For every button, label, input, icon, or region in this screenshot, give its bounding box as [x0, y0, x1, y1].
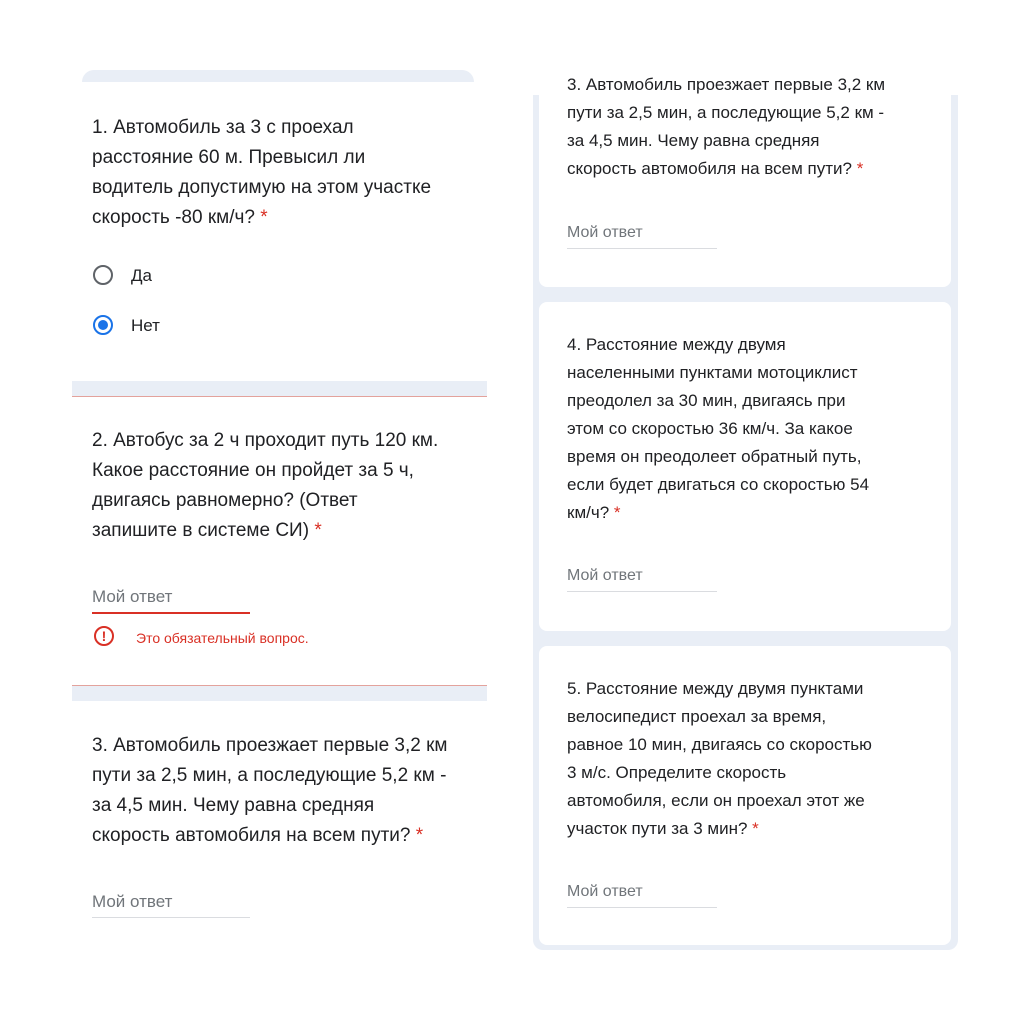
- q2-line: 2. Автобус за 2 ч проходит путь 120 км.: [92, 430, 439, 451]
- q5-line: автомобиля, если он проехал этот же: [567, 791, 865, 810]
- required-asterisk: *: [613, 503, 621, 522]
- q5-line: 3 м/с. Определите скорость: [567, 763, 787, 782]
- q1-line: скорость -80 км/ч?: [92, 207, 255, 228]
- q3-line: пути за 2,5 мин, а последующие 5,2 км -: [92, 765, 447, 786]
- q3-line: скорость автомобиля на всем пути?: [567, 159, 852, 178]
- q1-line: расстояние 60 м. Превысил ли: [92, 147, 366, 168]
- q2-line: запишите в системе СИ): [92, 520, 310, 541]
- q3-line: 3. Автомобиль проезжает первые 3,2 км: [567, 75, 886, 94]
- q4-line: км/ч?: [567, 503, 610, 522]
- q5-line: 5. Расстояние между двумя пунктами: [567, 679, 864, 698]
- q1-line: 1. Автомобиль за 3 с проехал: [92, 117, 354, 138]
- q3-line: пути за 2,5 мин, а последующие 5,2 км -: [567, 103, 885, 122]
- q2-line: Какое расстояние он пройдет за 5 ч,: [92, 460, 414, 481]
- q3-line: скорость автомобиля на всем пути?: [92, 825, 411, 846]
- q4-line: 4. Расстояние между двумя: [567, 335, 786, 354]
- q3-line: 3. Автомобиль проезжает первые 3,2 км: [92, 735, 448, 756]
- required-asterisk: *: [260, 207, 268, 228]
- required-asterisk: *: [415, 825, 424, 846]
- answer-input-q5[interactable]: Мой ответ: [567, 883, 643, 900]
- q3-line: за 4,5 мин. Чему равна средняя: [567, 131, 820, 150]
- q1-line: водитель допустимую на этом участке: [92, 177, 432, 198]
- right-question-3-text: [567, 71, 885, 183]
- top-band: [82, 70, 474, 82]
- option-label-net: Нет: [131, 316, 160, 335]
- question-2-text: [92, 426, 438, 546]
- question-5-text: [567, 675, 872, 843]
- required-asterisk: *: [314, 520, 322, 541]
- q4-line: преодолел за 30 мин, двигаясь при: [567, 391, 846, 410]
- required-asterisk: *: [856, 159, 864, 178]
- q4-line: если будет двигаться со скоростью 54: [567, 475, 870, 494]
- input-underline: [92, 917, 250, 918]
- question-4-text: [567, 331, 869, 527]
- question-1-text: [92, 113, 431, 233]
- error-message: Это обязательный вопрос.: [136, 630, 309, 646]
- answer-input-q4[interactable]: Мой ответ: [567, 567, 643, 584]
- radio-da[interactable]: [93, 265, 113, 285]
- required-asterisk: *: [752, 819, 759, 838]
- q5-line: велосипедист проехал за время,: [567, 707, 827, 726]
- q4-line: населенными пунктами мотоциклист: [567, 363, 858, 382]
- error-icon: !: [94, 626, 114, 646]
- q4-line: этом со скоростью 36 км/ч. За какое: [567, 419, 853, 438]
- q3-line: за 4,5 мин. Чему равна средняя: [92, 795, 375, 816]
- input-underline: [567, 907, 717, 908]
- q2-line: двигаясь равномерно? (Ответ: [92, 490, 358, 511]
- input-underline: [567, 248, 717, 249]
- input-underline-error: [92, 612, 250, 614]
- q5-line: участок пути за 3 мин?: [567, 819, 748, 838]
- q4-line: время он преодолеет обратный путь,: [567, 447, 862, 466]
- q5-line: равное 10 мин, двигаясь со скоростью: [567, 735, 872, 754]
- question-3-text: [92, 731, 447, 851]
- input-underline: [567, 591, 717, 592]
- separator-band: [72, 381, 487, 397]
- answer-input-right-q3[interactable]: Мой ответ: [567, 224, 643, 241]
- option-label-da: Да: [131, 266, 152, 285]
- answer-input-q3[interactable]: Мой ответ: [92, 892, 173, 911]
- answer-input-q2[interactable]: Мой ответ: [92, 587, 173, 606]
- separator-band: [72, 685, 487, 701]
- radio-net[interactable]: [93, 315, 113, 335]
